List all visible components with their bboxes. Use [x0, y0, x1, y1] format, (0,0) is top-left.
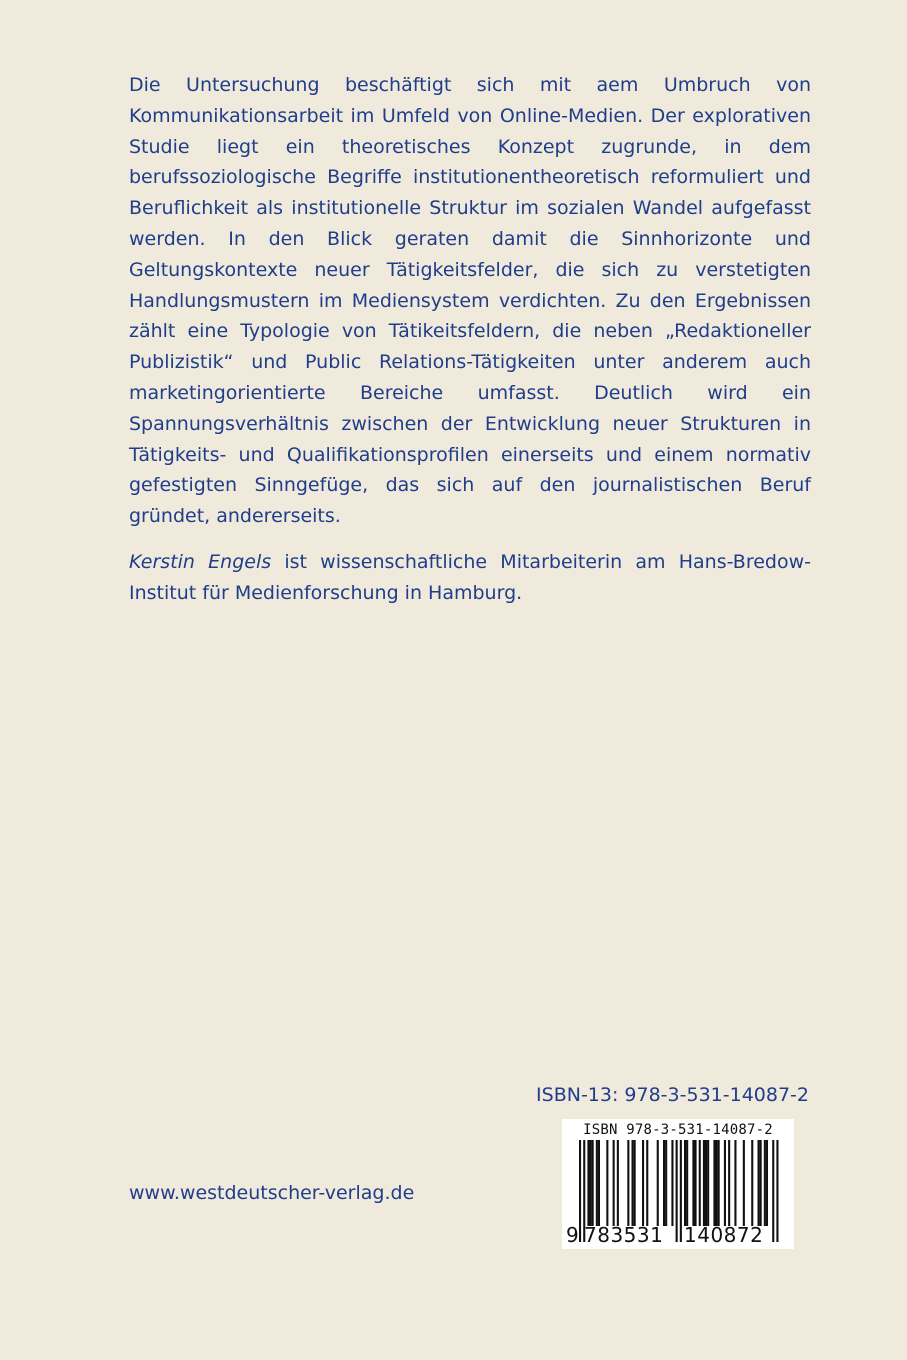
- barcode-bar: [760, 1140, 762, 1226]
- isbn-barcode: [562, 1119, 794, 1249]
- barcode-bar: [743, 1140, 745, 1226]
- barcode-bar: [598, 1140, 600, 1226]
- barcode-bar: [734, 1140, 736, 1226]
- barcode-bar: [592, 1140, 594, 1226]
- barcode-bar: [716, 1140, 718, 1226]
- barcode-bar: [703, 1140, 705, 1226]
- barcode-digits: [562, 1223, 794, 1247]
- barcode-bar: [699, 1140, 701, 1226]
- barcode-bar: [596, 1140, 598, 1226]
- isbn-label: ISBN-13: 978-3-531-14087-2: [536, 1084, 809, 1106]
- barcode-bar: [707, 1140, 709, 1226]
- publisher-website: www.westdeutscher-verlag.de: [129, 1182, 415, 1204]
- barcode-bar: [705, 1140, 707, 1226]
- barcode-bar: [692, 1140, 694, 1226]
- barcode-left-group: 783531: [584, 1223, 664, 1247]
- barcode-bar: [718, 1140, 720, 1226]
- barcode-bar: [627, 1140, 629, 1226]
- barcode-bar: [764, 1140, 766, 1226]
- barcode-bar: [646, 1140, 648, 1226]
- barcode-bar: [724, 1140, 726, 1226]
- barcode-bar: [590, 1140, 592, 1226]
- barcode-bar: [671, 1140, 673, 1226]
- barcode-bar: [587, 1140, 589, 1226]
- barcode-bar: [665, 1140, 667, 1226]
- barcode-isbn-text: ISBN 978-3-531-14087-2: [583, 1122, 773, 1138]
- barcode-bar: [713, 1140, 715, 1226]
- barcode-bar: [766, 1140, 768, 1226]
- barcode-bar: [663, 1140, 665, 1226]
- author-name: Kerstin Engels: [129, 551, 272, 573]
- barcode-bar: [751, 1140, 753, 1226]
- barcode-bar: [634, 1140, 636, 1226]
- author-note: [129, 547, 811, 609]
- barcode-bar: [684, 1140, 686, 1226]
- barcode-bar: [758, 1140, 760, 1226]
- barcode-bar: [657, 1140, 659, 1226]
- barcode-bar: [642, 1140, 644, 1226]
- author-description: ist wissenschaftliche Mitarbeiterin am Hans-Bredow-Institut für Medienforschung in Hamburg.: [129, 551, 811, 604]
- barcode-bar: [617, 1140, 619, 1226]
- blurb-text: Die Untersuchung beschäftigt sich mit aem Umbruch von Kommunikationsarbeit im Umfeld von Online-Medien. Der explorativen Studie liegt ein theoretisches Konzept zugrunde, in dem berufssoziologische Begriffe institutionentheoretisch reformuliert und Beruflichkeit als institutionelle Struktur im sozialen Wandel aufgefasst werden. In den Blick geraten damit die Sinnhorizonte und Geltungskontexte neuer Tätigkeitsfelder, die sich zu verstetigten Handlungsmustern im Mediensystem verdichten. Zu den Ergebnissen zählt eine Typologie von Tätikeitsfeldern, die neben „Redaktioneller Publizistik“ und Public Relations-Tätigkeiten unter anderem auch marketingorientierte Bereiche umfasst. Deutlich wird ein Spannungsverhältnis zwischen der Entwicklung neuer Strukturen in Tätigkeits- und Qualifikationsprofilen einerseits und einem normativ gefestigten Sinngefüge, das sich auf den journalistischen Beruf gründet, andererseits.: [129, 74, 811, 528]
- barcode-bar: [686, 1140, 688, 1226]
- barcode-bar: [695, 1140, 697, 1226]
- barcode-first-digit: 9: [566, 1223, 579, 1247]
- barcode-right-group: 140872: [684, 1223, 764, 1247]
- barcode-bar: [606, 1140, 608, 1226]
- barcode-bar: [632, 1140, 634, 1226]
- barcode-bar: [613, 1140, 615, 1226]
- barcode-bar: [728, 1140, 730, 1226]
